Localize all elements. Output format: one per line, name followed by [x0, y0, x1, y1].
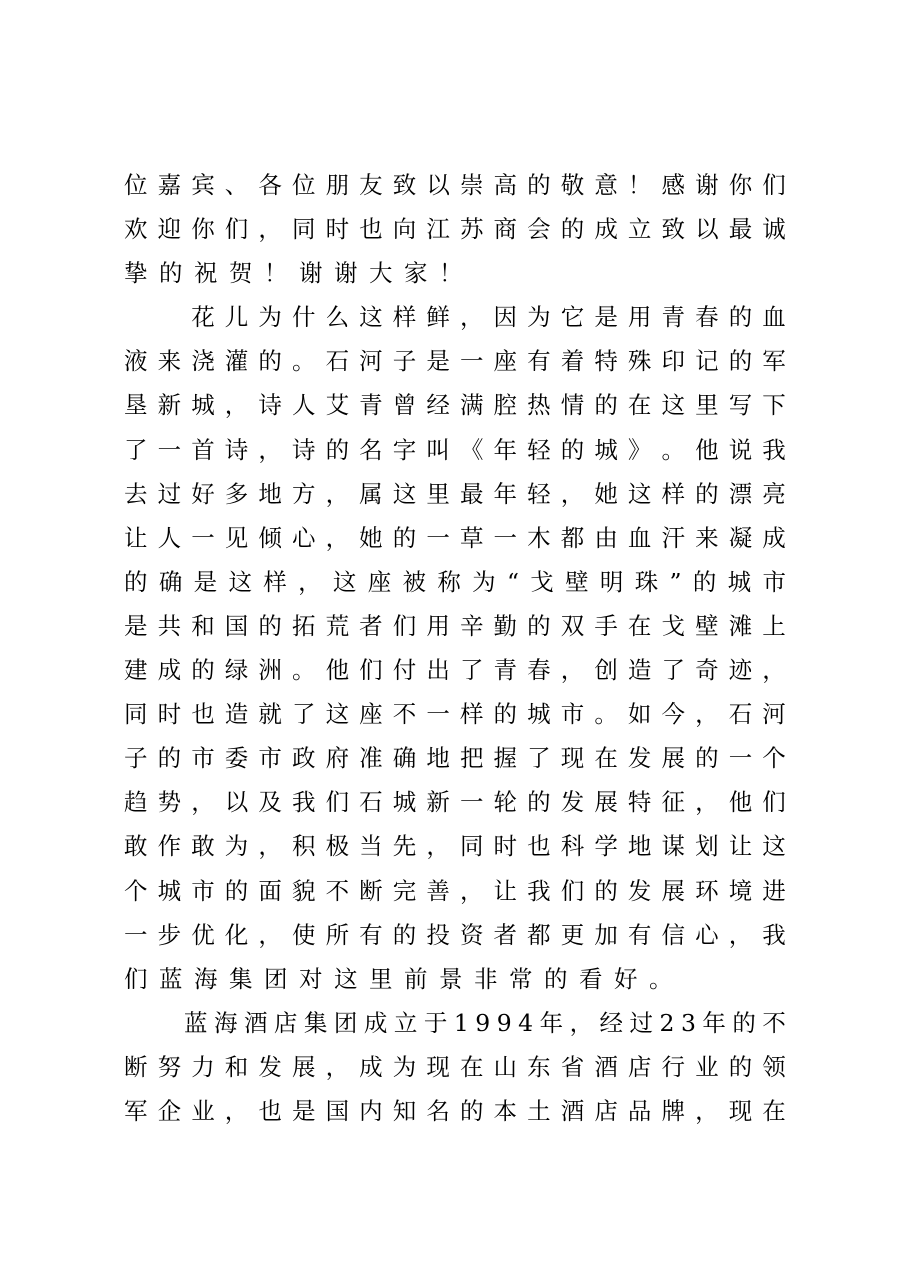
text-line: 敢 作 敢 为 ， 积 极 当 先 ， 同 时 也 科 学 地 谋 划 让 这 — [124, 832, 786, 861]
text-line: 个 城 市 的 面 貌 不 断 完 善 ， 让 我 们 的 发 展 环 境 进 — [124, 876, 786, 905]
text-line: 挚的祝贺！谢谢大家！ — [124, 259, 474, 288]
text-line: 们蓝海集团对这里前景非常的看好。 — [124, 964, 684, 993]
text-line: 花 儿 为 什 么 这 样 鲜 ， 因 为 它 是 用 青 春 的 血 — [191, 303, 786, 332]
text-line: 的 确 是 这 样 ， 这 座 被 称 为 “ 戈 壁 明 珠 ” 的 城 市 — [124, 567, 786, 596]
text-line: 垦 新 城 ， 诗 人 艾 青 曾 经 满 腔 热 情 的 在 这 里 写 下 — [124, 391, 786, 420]
document-body — [124, 163, 786, 1133]
text-line: 去 过 好 多 地 方 ， 属 这 里 最 年 轻 ， 她 这 样 的 漂 亮 — [124, 479, 786, 508]
text-line: 同 时 也 造 就 了 这 座 不 一 样 的 城 市 。 如 今 ， 石 河 — [124, 700, 786, 729]
text-line: 趋 势 ， 以 及 我 们 石 城 新 一 轮 的 发 展 特 征 ， 他 们 — [124, 788, 786, 817]
paragraph-3 — [124, 1001, 786, 1133]
text-line: 蓝 海 酒 店 集 团 成 立 于 1 9 9 4 年 ， 经 过 2 3 年 的 不 — [183, 1008, 786, 1037]
text-line: 是 共 和 国 的 拓 荒 者 们 用 辛 勤 的 双 手 在 戈 壁 滩 上 — [124, 611, 786, 640]
text-line: 欢 迎 你 们 ， 同 时 也 向 江 苏 商 会 的 成 立 致 以 最 诚 — [124, 215, 786, 244]
text-line: 了 一 首 诗 ， 诗 的 名 字 叫 《 年 轻 的 城 》 。 他 说 我 — [124, 435, 786, 464]
text-line: 断 努 力 和 发 展 ， 成 为 现 在 山 东 省 酒 店 行 业 的 领 — [124, 1052, 786, 1081]
paragraph-2 — [124, 295, 786, 1001]
text-line: 位 嘉 宾 、 各 位 朋 友 致 以 崇 高 的 敬 意 ！ 感 谢 你 们 — [124, 171, 786, 199]
text-line: 液 来 浇 灌 的 。 石 河 子 是 一 座 有 着 特 殊 印 记 的 军 — [124, 347, 786, 376]
text-line: 建 成 的 绿 洲 。 他 们 付 出 了 青 春 ， 创 造 了 奇 迹 ， — [124, 656, 786, 685]
text-line: 让 人 一 见 倾 心 ， 她 的 一 草 一 木 都 由 血 汗 来 凝 成 — [124, 523, 786, 552]
text-line: 一 步 优 化 ， 使 所 有 的 投 资 者 都 更 加 有 信 心 ， 我 — [124, 920, 786, 949]
text-line: 子 的 市 委 市 政 府 准 确 地 把 握 了 现 在 发 展 的 一 个 — [124, 744, 786, 773]
paragraph-1 — [124, 163, 786, 295]
text-line: 军 企 业 ， 也 是 国 内 知 名 的 本 土 酒 店 品 牌 ， 现 在 — [124, 1096, 786, 1125]
